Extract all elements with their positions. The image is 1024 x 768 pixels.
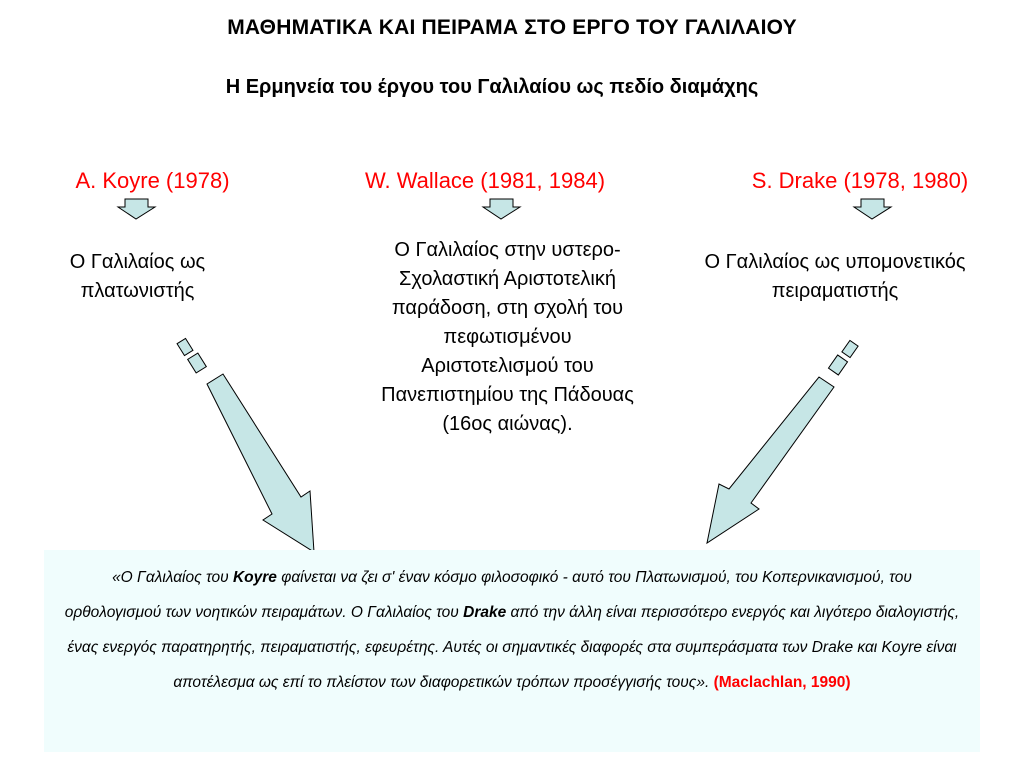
view-drake (670, 248, 1000, 306)
down-arrow-wallace (483, 199, 520, 219)
view-koyre (30, 248, 245, 306)
author-koyre: A. Koyre (1978) (75, 168, 230, 193)
view-line: Αριστοτελισμού του (421, 355, 594, 377)
down-arrow-koyre (118, 199, 155, 219)
view-line: Ο Γαλιλαίος ως (69, 251, 206, 273)
view-line: παράδοση, στη σχολή του (391, 297, 624, 319)
author-wallace: W. Wallace (1981, 1984) (364, 168, 606, 193)
view-line: (16ος αιώνας). (442, 413, 573, 435)
page-title: ΜΑΘΗΜΑΤΙΚΑ ΚΑΙ ΠΕΙΡΑΜΑ ΣΤΟ ΕΡΓΟ ΤΟΥ ΓΑΛΙΛΑΙΟΥ (227, 16, 797, 39)
quote-part: φαίνεται να ζει σ' έναν κόσμο φιλοσοφικό - αυτό του Πλατωνισμού, του Κοπερνικανισμού, του ορθολογισμού των νοητικών πειραμάτων. Ο Γαλιλαίος του (64, 569, 912, 621)
view-wallace (335, 236, 680, 439)
view-line: πεφωτισμένου (443, 326, 572, 348)
view-line: πειραματιστής (771, 280, 899, 302)
author-drake: S. Drake (1978, 1980) (751, 168, 969, 193)
page-subtitle: Η Ερμηνεία του έργου του Γαλιλαίου ως πεδίο διαμάχης (225, 76, 759, 98)
quote-text (62, 560, 962, 700)
view-line: Ο Γαλιλαίος στην υστερο- (394, 239, 621, 261)
quote-box (44, 550, 980, 752)
quote-part: από την άλλη είναι περισσότερο ενεργός και λιγότερο διαλογιστής, ένας ενεργός παρατηρητής, πειραματιστής, εφευρέτης. Αυτές οι σημαντικές διαφορές στα συμπεράσματα των Drake και Koyre είναι αποτέλεσμα ως επί το πλείστον των διαφορετικών τρόπων προσέγγισής τους». (67, 604, 960, 691)
quote-part: «Ο Γαλιλαίος του (112, 569, 233, 586)
quote-name-drake: Drake (463, 604, 507, 621)
view-line: Ο Γαλιλαίος ως υπομονετικός (704, 251, 966, 273)
view-line: πλατωνιστής (80, 280, 195, 302)
quote-citation: (Maclachlan, 1990) (713, 674, 851, 691)
down-arrow-drake (854, 199, 891, 219)
view-line: Σχολαστική Αριστοτελική (399, 268, 616, 290)
diagonal-arrow-left (177, 338, 314, 552)
view-line: Πανεπιστημίου της Πάδουας (381, 384, 634, 406)
diagonal-arrow-right (707, 340, 858, 543)
quote-name-koyre: Koyre (232, 569, 277, 586)
